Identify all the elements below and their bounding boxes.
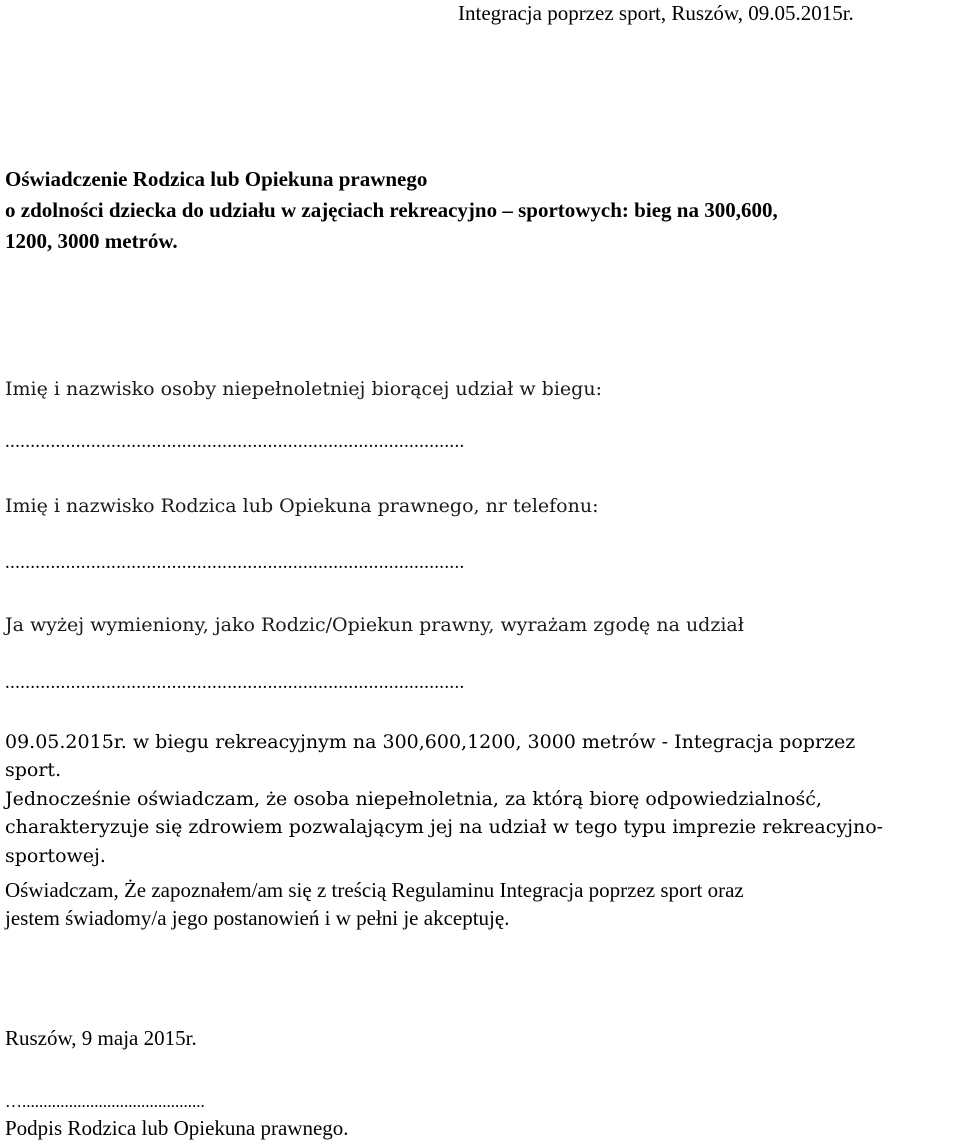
place-and-date: Ruszów, 9 maja 2015r. — [5, 1026, 197, 1050]
declaration-line-2: jestem świadomy/a jego postanowień i w pełni je akceptuję. — [5, 906, 510, 931]
consent-text-line-1: 09.05.2015r. w biegu rekreacyjnym na 300,600,1200, 3000 metrów - Integracja poprzez — [5, 731, 856, 753]
consent-text-line-2: sport. — [5, 759, 62, 782]
regulations-declaration — [5, 876, 955, 933]
consent-intro-label: Ja wyżej wymieniony, jako Rodzic/Opiekun prawny, wyrażam zgodę na udział — [5, 614, 744, 636]
document-title-line-3: 1200, 3000 metrów. — [5, 229, 178, 253]
health-text-line-2: charakteryzuje się zdrowiem pozwalającym jej na udział w tego typu imprezie rekreacyjno- — [5, 816, 884, 839]
minor-name-label: Imię i nazwisko osoby niepełnoletniej biorącej udział w biegu: — [5, 378, 602, 400]
health-text-line-3: sportowej. — [5, 844, 106, 867]
declaration-line-1: Oświadczam, Że zapoznałem/am się z treścią Regulaminu Integracja poprzez sport oraz — [5, 878, 744, 902]
consent-participant-line: ........................................................................................... — [5, 672, 465, 693]
consent-paragraph — [5, 728, 955, 870]
guardian-name-phone-label: Imię i nazwisko Rodzica lub Opiekuna prawnego, nr telefonu: — [5, 495, 599, 517]
document-title-line-2: o zdolności dziecka do udziału w zajęciach rekreacyjno – sportowych: bieg na 300,600, — [5, 198, 778, 222]
health-text-line-1: Jednocześnie oświadczam, że osoba niepełnoletnia, za którą biorę odpowiedzialność, — [5, 787, 822, 810]
document-title-line-1: Oświadczenie Rodzica lub Opiekuna prawnego — [5, 167, 428, 191]
minor-name-line: ........................................................................................... — [5, 431, 465, 452]
event-header: Integracja poprzez sport, Ruszów, 09.05.2015r. — [458, 1, 854, 25]
signature-label: Podpis Rodzica lub Opiekuna prawnego. — [5, 1116, 349, 1140]
signature-line: …........................................... — [5, 1092, 205, 1111]
guardian-name-phone-line: ........................................................................................... — [5, 552, 465, 573]
